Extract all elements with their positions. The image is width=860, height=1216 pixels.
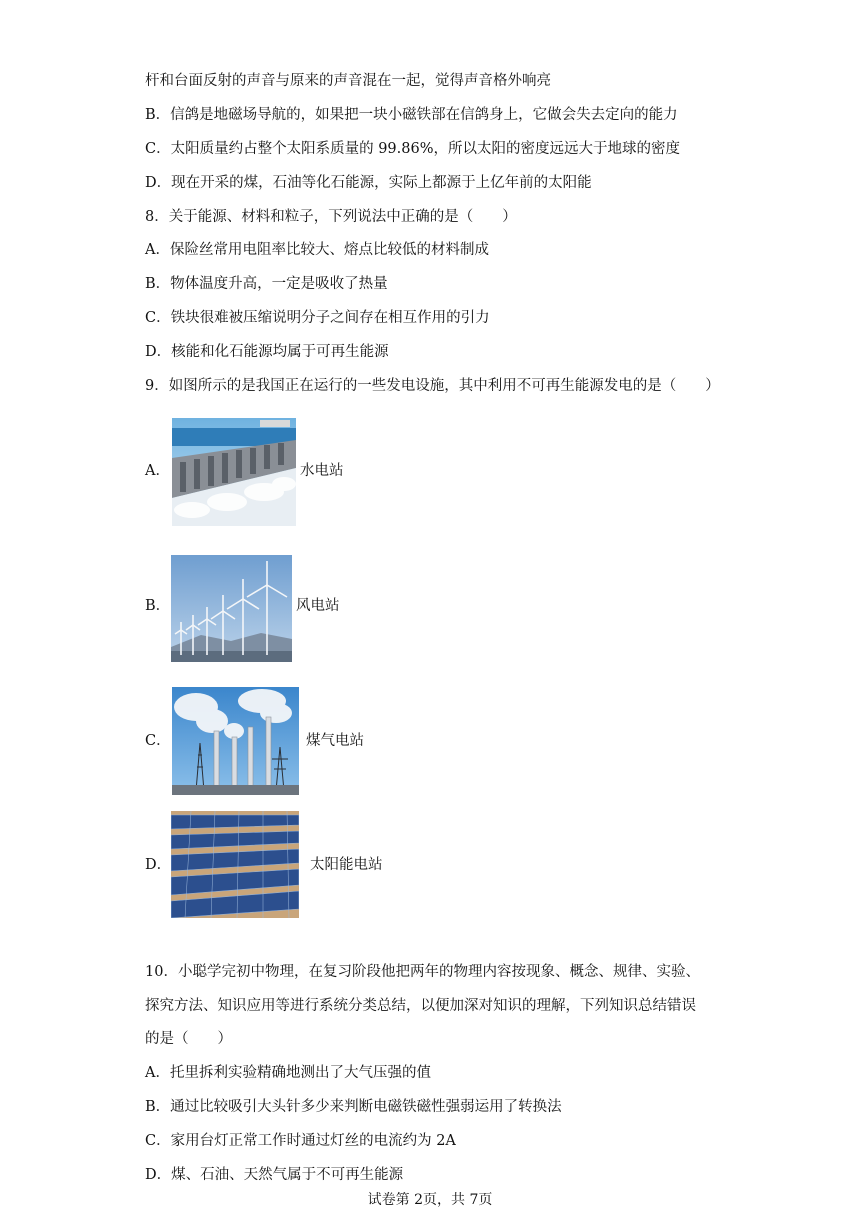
q8-option-d: D．核能和化石能源均属于可再生能源	[145, 344, 389, 360]
q10-option-d: D．煤、石油、天然气属于不可再生能源	[145, 1167, 404, 1183]
q9-option-d-letter: D．	[145, 857, 172, 873]
q9-option-c-letter: C．	[145, 733, 171, 749]
q9-option-d-label: 太阳能电站	[310, 857, 383, 873]
question-8-stem: 8．关于能源、材料和粒子，下列说法中正确的是（ ）	[145, 209, 517, 225]
hydropower-dam-image	[172, 418, 296, 526]
q9-option-a-label: 水电站	[300, 463, 344, 479]
q10-option-b: B．通过比较吸引大头针多少来判断电磁铁磁性强弱运用了转换法	[145, 1099, 562, 1115]
question-9-stem: 9．如图所示的是我国正在运行的一些发电设施，其中利用不可再生能源发电的是（ ）	[145, 378, 720, 394]
q8-option-a: A．保险丝常用电阻率比较大、熔点比较低的材料制成	[145, 242, 489, 258]
question-10-stem-line-1: 10．小聪学完初中物理，在复习阶段他把两年的物理内容按现象、概念、规律、实验、	[145, 964, 700, 980]
solar-panels-image	[171, 811, 299, 918]
q9-option-a-letter: A．	[145, 463, 170, 479]
option-b-text: B．信鸽是地磁场导航的，如果把一块小磁铁部在信鸽身上，它做会失去定向的能力	[145, 107, 678, 123]
q9-option-b-label: 风电站	[296, 598, 340, 614]
page-footer: 试卷第 2页，共 7页	[367, 1192, 493, 1208]
text-line: 杆和台面反射的声音与原来的声音混在一起，觉得声音格外响亮	[145, 73, 551, 89]
question-10-stem-line-2: 探究方法、知识应用等进行系统分类总结，以便加深对知识的理解，下列知识总结错误	[145, 998, 696, 1014]
gas-power-chimneys-image	[172, 687, 299, 795]
wind-turbines-image	[171, 555, 292, 662]
question-10-stem-line-3: 的是（ ）	[145, 1031, 232, 1047]
q8-option-b: B．物体温度升高，一定是吸收了热量	[145, 276, 388, 292]
q9-option-b-letter: B．	[145, 598, 171, 614]
q10-option-a: A．托里拆利实验精确地测出了大气压强的值	[145, 1065, 431, 1081]
option-c-text: C．太阳质量约占整个太阳系质量的 99.86%，所以太阳的密度远远大于地球的密度	[145, 141, 680, 157]
q10-option-c: C．家用台灯正常工作时通过灯丝的电流约为 2A	[145, 1133, 456, 1149]
q8-option-c: C．铁块很难被压缩说明分子之间存在相互作用的引力	[145, 310, 490, 326]
option-d-text: D．现在开采的煤，石油等化石能源，实际上都源于上亿年前的太阳能	[145, 175, 592, 191]
q9-option-c-label: 煤气电站	[306, 733, 364, 749]
